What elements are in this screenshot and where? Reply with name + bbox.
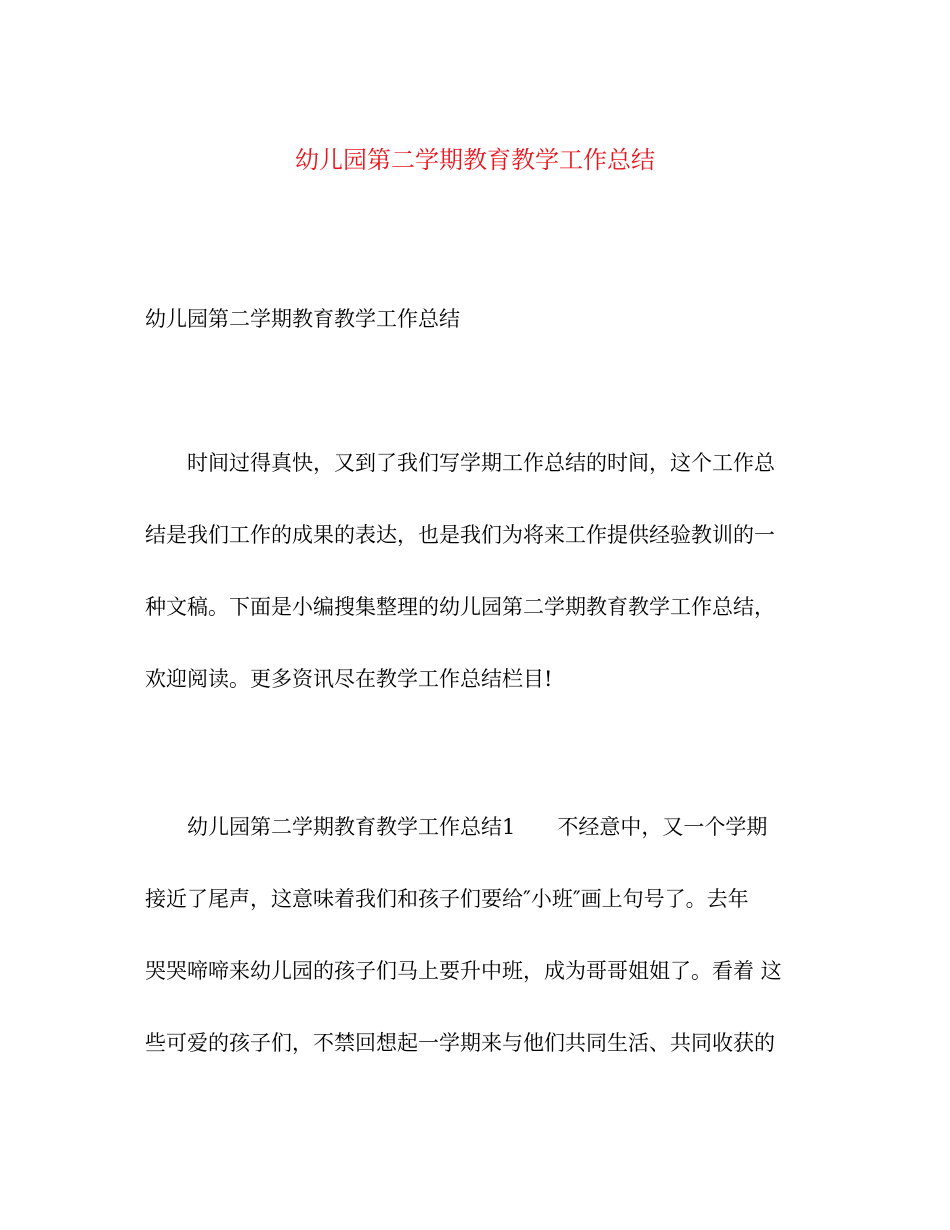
paragraph-line: 时间过得真快，又到了我们写学期工作总结的时间，这个工作总 [187, 451, 775, 475]
paragraph-line: 欢迎阅读。更多资讯尽在教学工作总结栏目! [145, 667, 553, 691]
document-title: 幼儿园第二学期教育教学工作总结 [295, 146, 655, 174]
summary-paragraph [145, 808, 805, 1096]
paragraph-line: 结是我们工作的成果的表达，也是我们为将来工作提供经验教训的一 [145, 523, 775, 547]
paragraph-line: 接近了尾声，这意味着我们和孩子们要给″小班″画上句号了。去年 [145, 887, 749, 911]
paragraph-line: 些可爱的孩子们，不禁回想起一学期来与他们共同生活、共同收获的 [145, 1031, 775, 1055]
paragraph-line: 种文稿。下面是小编搜集整理的幼儿园第二学期教育教学工作总结， [145, 595, 775, 619]
paragraph-line: 哭哭啼啼来幼儿园的孩子们马上要升中班，成为哥哥姐姐了。看着 这 [145, 959, 782, 983]
paragraph-line: 幼儿园第二学期教育教学工作总结1 不经意中，又一个学期 [187, 815, 768, 839]
document-subtitle: 幼儿园第二学期教育教学工作总结 [145, 307, 460, 331]
intro-paragraph [145, 444, 805, 732]
